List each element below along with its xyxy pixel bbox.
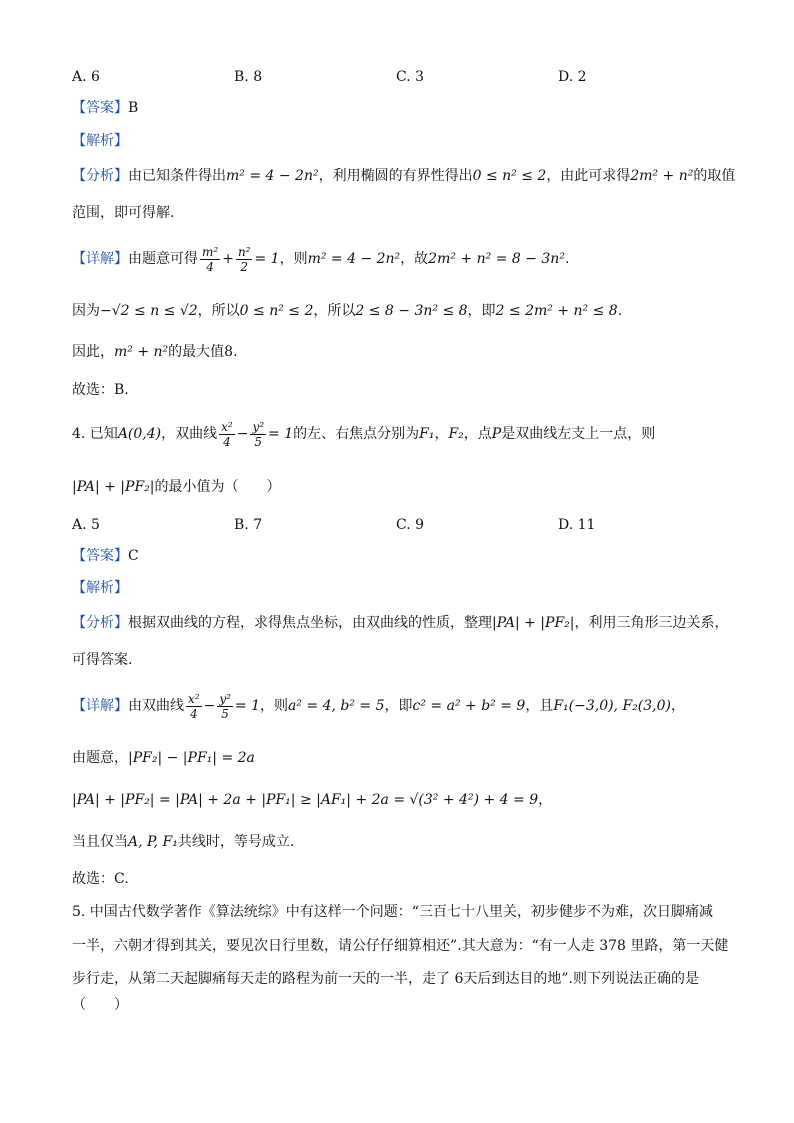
math: |PA| + |PF₂| = |PA| + 2a + |PF₁| ≥ |AF₁| + 2a = √(3² + 4²) + 4 = 9 [72, 792, 539, 808]
text: 根据双曲线的方程，求得焦点坐标，由双曲线的性质，整理 [128, 615, 492, 631]
text: ，点 [463, 426, 492, 442]
text: 由题意可得 [128, 251, 198, 267]
math: P [491, 426, 502, 442]
text: 的最大值8. [168, 344, 238, 360]
text: 由双曲线 [128, 698, 184, 714]
frac-den: 4 [206, 259, 214, 274]
q4-analysis-tag [72, 578, 128, 598]
math: = 1 [254, 251, 280, 267]
q4-chain-line [72, 790, 552, 810]
q4-option-b: B. 7 [234, 517, 263, 533]
frac-num: y² [219, 691, 231, 706]
answer-value: B [128, 100, 139, 116]
math: 2m² + n² [630, 168, 694, 184]
text: 共线时，等号成立. [177, 834, 295, 850]
q5-line1: 5. 中国古代数学著作《算法统综》中有这样一个问题：“三百七十八里关，初步健步不为难，次日脚痛减 [72, 904, 713, 920]
q5-line4: （ ） [72, 997, 128, 1013]
q3-choice: 故选：B. [72, 382, 129, 398]
text: ，所以 [197, 303, 240, 319]
q4-detail-line: 【详解】由双曲线 $\frac{\text{x²}}{4}$ − $\frac{\text{y²}}{5}$ = 1，则a² = 4, b² = 5，即c² = a² + b² = 9，且F₁(−3,0), F₂(3,0)， [72, 691, 685, 721]
math: F₁ [419, 426, 435, 442]
q4-option-d: D. 11 [558, 517, 596, 533]
math: c² = a² + b² = 9 [412, 698, 526, 714]
frac-den: 4 [223, 434, 231, 449]
math: = 1 [234, 698, 260, 714]
text: ，由此可求得 [546, 168, 631, 184]
text: ，双曲线 [161, 426, 218, 442]
q4-iff-line [72, 832, 294, 852]
text: ， [538, 792, 553, 808]
q5-line3: 步行走，从第二天起脚痛每天走的路程为前一天的一半，走了 6天后到达目的地”.则下列说法正确的是 [72, 971, 699, 987]
math: = 1 [268, 426, 294, 442]
math: m² = 4 − 2n² [226, 168, 319, 184]
text: . [564, 251, 570, 267]
analysis-tag: 【解析】 [72, 133, 128, 149]
q4-option-a: A. 5 [72, 517, 100, 533]
q3-option-c: C. 3 [396, 69, 425, 85]
math: 0 ≤ n² ≤ 2 [472, 168, 547, 184]
math: |PA| + |PF₂| [72, 479, 155, 495]
math: A(0,4) [117, 426, 162, 442]
text: ，则 [260, 698, 288, 714]
q4-option-c: C. 9 [396, 517, 425, 533]
q3-answer [72, 98, 138, 118]
frac-den: 5 [221, 706, 229, 721]
text: 由已知条件得出 [128, 168, 226, 184]
q4-stem-line1: 4. 已知A(0,4)，双曲线 $\frac{\text{x²}}{4}$ − $\frac{\text{y²}}{5}$ = 1的左、右焦点分别为F₁，F₂，点P是双曲线左支上一点，则 [72, 419, 656, 449]
text: ，且 [525, 698, 554, 714]
q4-fenxi-line1 [72, 613, 729, 633]
text: . [617, 303, 623, 319]
q3-option-d: D. 2 [558, 69, 587, 85]
math: −√2 ≤ n ≤ √2 [100, 303, 198, 319]
text: 由题意， [72, 750, 128, 766]
fraction [250, 420, 266, 449]
q3-detail-line: 【详解】由题意可得 $\frac{\text{m²}}{4}$ + $\frac{\text{n²}}{2}$ = 1，则m² = 4 − 2n²，故2m² + n² = 8 − 3n². [72, 244, 570, 274]
math: A, P, F₁ [128, 834, 178, 850]
fraction [236, 245, 253, 274]
text: ，利用椭圆的有界性得出 [318, 168, 473, 184]
detail-tag: 【详解】 [72, 251, 128, 267]
analysis-tag: 【解析】 [72, 580, 128, 596]
text: ， [434, 426, 449, 442]
q4-stem-line2 [72, 477, 281, 497]
q3-conclusion-line [72, 342, 238, 362]
frac-num: x² [221, 419, 233, 434]
math: F₁(−3,0), F₂(3,0) [553, 698, 671, 714]
text: ，即 [467, 303, 496, 319]
fraction [200, 245, 220, 274]
math: a² = 4, b² = 5 [288, 698, 385, 714]
q4-fenxi-line2: 可得答案. [72, 652, 133, 668]
fenxi-tag: 【分析】 [72, 168, 128, 184]
text: 4. 已知 [72, 426, 118, 442]
fraction [217, 692, 233, 721]
math: 2 ≤ 2m² + n² ≤ 8 [495, 303, 618, 319]
frac-den: 4 [189, 706, 198, 721]
math: m² = 4 − 2n² [307, 251, 401, 267]
text: 的最小值为（ ） [154, 479, 281, 495]
answer-tag: 【答案】 [72, 100, 128, 116]
fraction [186, 692, 202, 721]
frac-num: m² [202, 244, 219, 259]
text: ，即 [384, 698, 413, 714]
text: ，利用三角形三边关系， [574, 615, 729, 631]
q4-choice: 故选：C. [72, 871, 129, 887]
text: ，所以 [313, 303, 356, 319]
detail-tag: 【详解】 [72, 698, 128, 714]
text: ，则 [279, 251, 308, 267]
q3-fenxi-line1 [72, 166, 735, 186]
frac-num: x² [188, 691, 200, 706]
frac-den: 2 [240, 259, 249, 274]
math: 2m² + n² = 8 − 3n² [428, 251, 565, 267]
answer-value: C [128, 548, 139, 564]
q3-because-line [72, 301, 622, 321]
frac-den: 5 [254, 434, 263, 449]
q3-fenxi-line2: 范围，即可得解. [72, 205, 175, 221]
math: |PF₂| − |PF₁| = 2a [128, 750, 255, 766]
text: 是双曲线左支上一点，则 [501, 426, 656, 442]
frac-num: n² [237, 244, 251, 259]
text: 因为 [72, 303, 100, 319]
text: 的取值 [693, 168, 736, 184]
text: 当且仅当 [72, 834, 128, 850]
q3-option-a: A. 6 [72, 69, 100, 85]
frac-num: y² [252, 419, 265, 434]
fraction [219, 420, 235, 449]
q3-option-b: B. 8 [234, 69, 263, 85]
q4-answer [72, 546, 139, 566]
q4-meaning-line [72, 748, 255, 768]
math: |PA| + |PF₂| [492, 615, 575, 631]
math: 0 ≤ n² ≤ 2 [239, 303, 314, 319]
text: 的左、右焦点分别为 [293, 426, 420, 442]
math: F₂ [448, 426, 464, 442]
q5-line2: 一半，六朝才得到其关，要见次日行里数，请公仔仔细算相还”.其大意为：“有一人走 378 里路，第一天健 [72, 938, 729, 954]
text: ， [670, 698, 685, 714]
math: m² + n² [114, 344, 169, 360]
fenxi-tag: 【分析】 [72, 615, 128, 631]
answer-tag: 【答案】 [72, 548, 128, 564]
text: ，故 [400, 251, 429, 267]
text: 因此， [72, 344, 114, 360]
q3-analysis-tag [72, 131, 128, 151]
math: 2 ≤ 8 − 3n² ≤ 8 [355, 303, 468, 319]
